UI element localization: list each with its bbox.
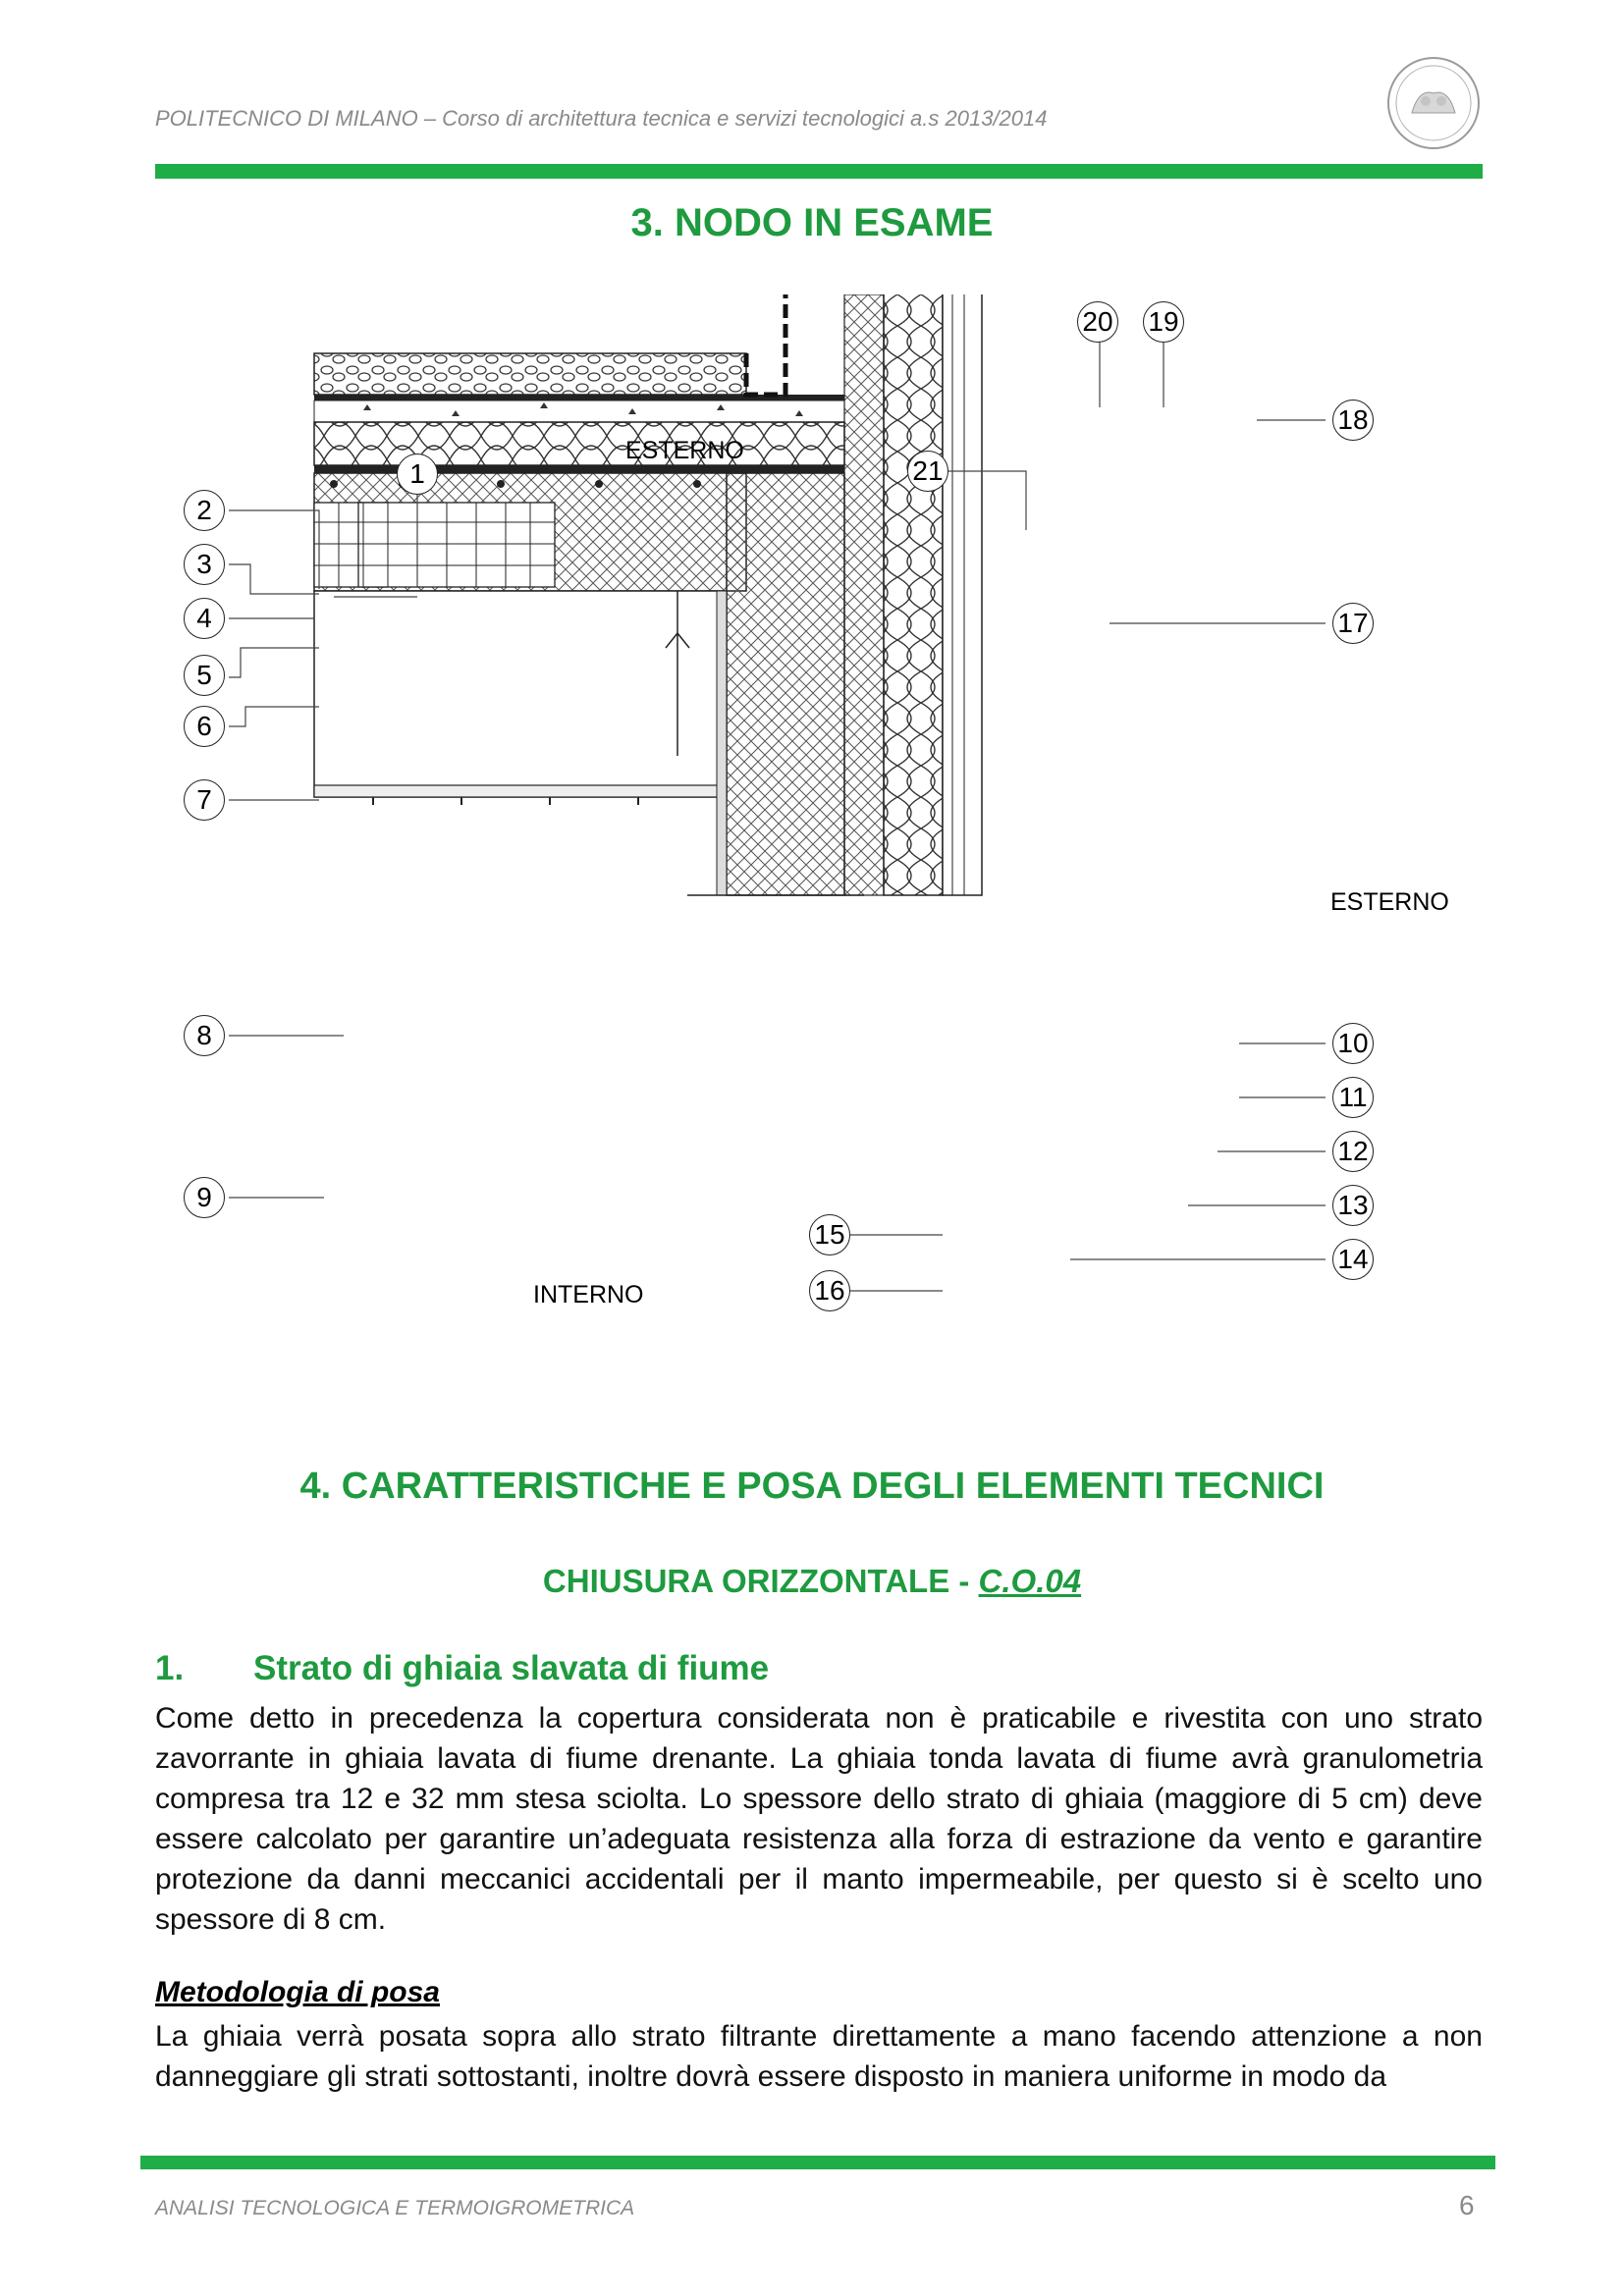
callout-8: 8 [184,1015,225,1056]
label-esterno-top: ESTERNO [625,437,744,464]
section-4-title: 4. CARATTERISTICHE E POSA DEGLI ELEMENTI TECNICI [299,1466,1325,1507]
callout-7: 7 [184,779,225,821]
callout-1: 1 [397,454,438,495]
running-footer: ANALISI TECNOLOGICA E TERMOIGROMETRICA [155,2197,635,2219]
parapet-concrete-wall [727,473,844,895]
callout-18: 18 [1332,400,1374,441]
label-esterno-right: ESTERNO [1330,888,1449,916]
callout-9: 9 [184,1177,225,1218]
running-header: POLITECNICO DI MILANO – Corso di architettura tecnica e servizi tecnologici a.s 2013/2014 [155,106,1048,131]
callout-19: 19 [1143,301,1184,343]
parapet-upper [844,294,884,895]
ceiling-void [314,591,727,797]
vapour-barrier [314,465,844,473]
callout-5: 5 [184,655,225,696]
method-heading: Metodologia di posa [155,1976,440,2008]
callout-11: 11 [1332,1077,1374,1118]
item-number: 1. [155,1649,185,1687]
screed-layer [314,400,844,422]
callout-10: 10 [1332,1023,1374,1064]
callout-12: 12 [1332,1131,1374,1172]
callout-21: 21 [907,451,948,492]
paragraph-2: La ghiaia verrà posata sopra allo strato filtrante direttamente a mano facendo attenzione a non danneggiare gli strati sottostanti, inoltre dovrà essere disposto in maniera uniforme in modo da [155,2020,1483,2093]
false-ceiling [314,785,727,797]
callout-15: 15 [809,1214,850,1255]
roof-node-detail-drawing [167,294,1502,1355]
callout-2: 2 [184,490,225,531]
membrane-upturn [746,294,785,395]
callout-4: 4 [184,598,225,639]
label-interno: INTERNO [533,1281,644,1308]
hollow-blocks [314,503,555,587]
item-title: Strato di ghiaia slavata di fiume [253,1649,770,1687]
callout-20: 20 [1077,301,1118,343]
wall-insulation [884,294,943,895]
gravel-layer [314,353,746,395]
internal-plaster [717,591,727,895]
footer-rule [140,2156,1495,2169]
subsection-code-link[interactable]: C.O.04 [978,1563,1082,1599]
page-number: 6 [1459,2190,1475,2220]
external-cladding [943,294,982,895]
roof-insulation [314,422,844,465]
callout-16: 16 [809,1270,850,1311]
callout-13: 13 [1332,1185,1374,1226]
subsection-prefix: CHIUSURA ORIZZONTALE - [542,1563,979,1599]
subsection-title [0,1563,1624,1600]
callout-6: 6 [184,706,225,747]
header-rule [155,164,1483,179]
item-heading [155,1649,769,1688]
section-3-title: 3. NODO IN ESAME [630,201,994,244]
university-seal-logo [1384,54,1483,152]
paragraph-1: Come detto in precedenza la copertura considerata non è praticabile e rivestita con uno strato zavorrante in ghiaia lavata di fiume drenante. La ghiaia tonda lavata di fiume avrà granulometria compresa tra 12 e 32 mm stesa sciolta. Lo spessore dello strato di ghiaia (maggiore di 5 cm) deve essere calcolato per garantire un’adeguata resistenza alla forza di estrazione da vento e garantire protezione da danni meccanici accidentali per il manto impermeabile, per questo si è scelto uno spessore di 8 cm. [155,1702,1483,1936]
callout-14: 14 [1332,1239,1374,1280]
callout-17: 17 [1332,603,1374,644]
callout-3: 3 [184,544,225,585]
